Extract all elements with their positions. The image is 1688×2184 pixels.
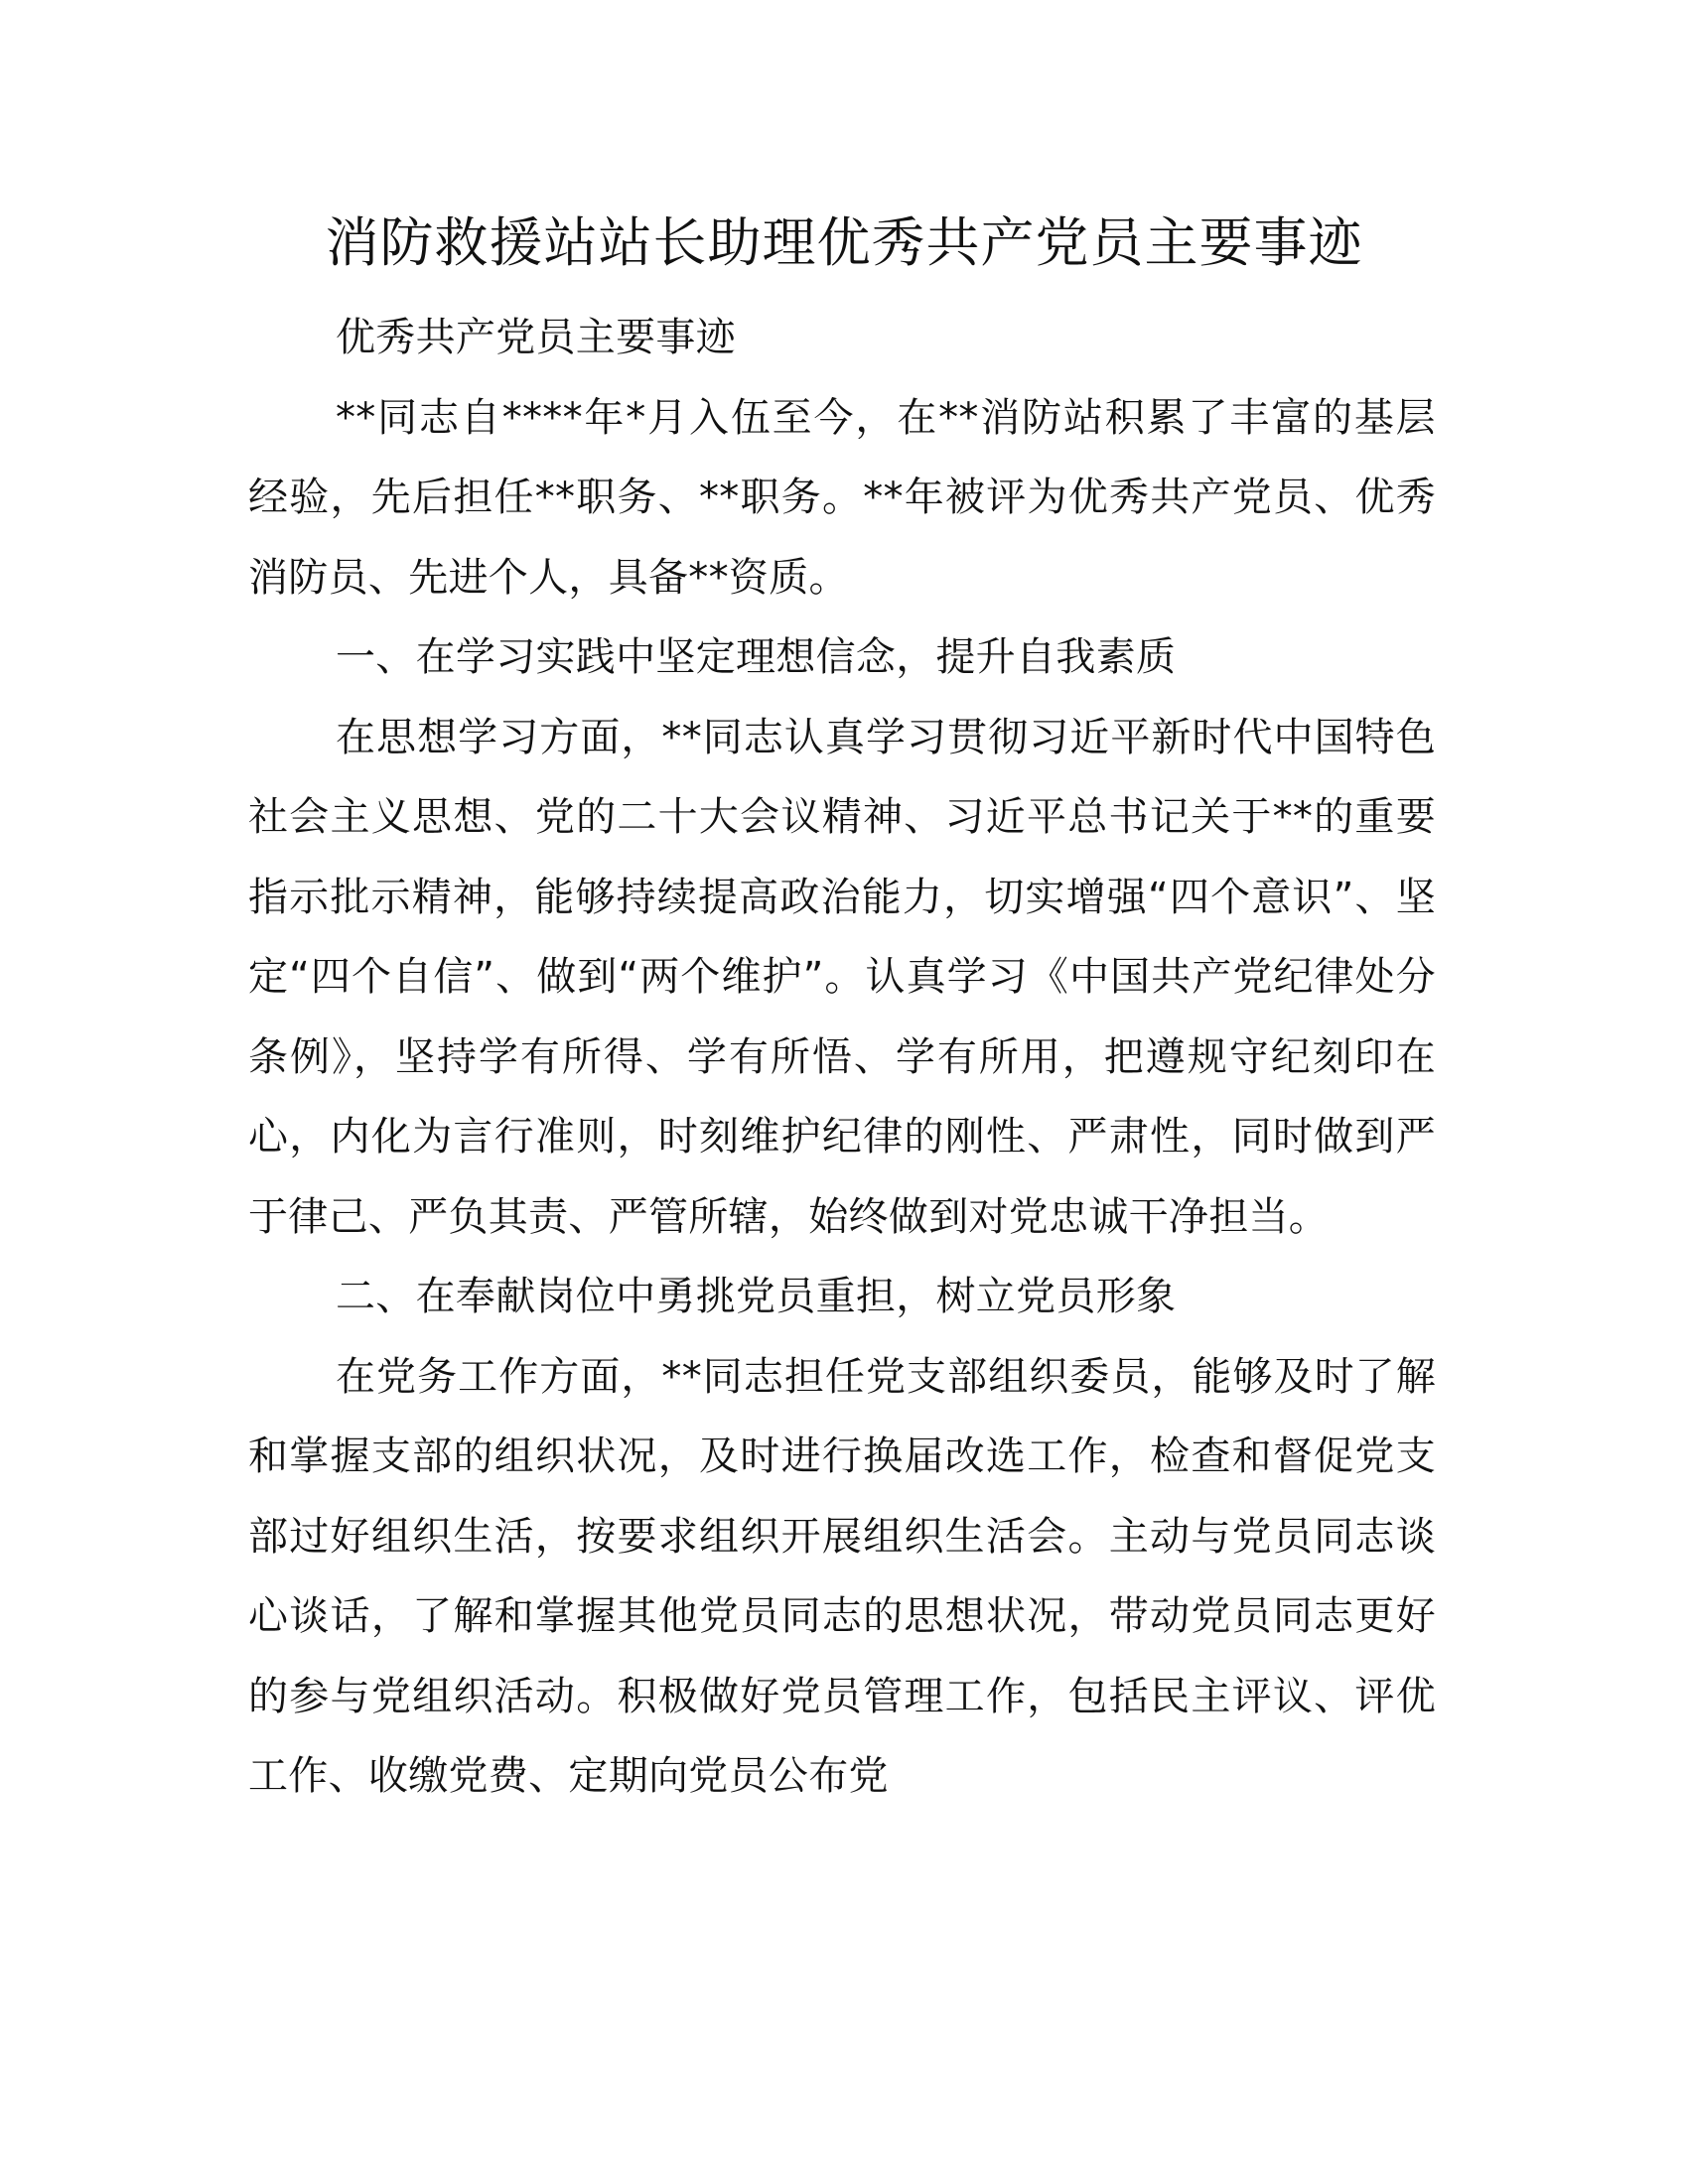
document-body	[248, 298, 1436, 1817]
section-heading-1: 一、在学习实践中坚定理想信念，提升自我素质	[336, 634, 1177, 680]
section-heading-2: 二、在奉献岗位中勇挑党员重担，树立党员形象	[336, 1274, 1177, 1319]
section-1-paragraph: 在思想学习方面，**同志认真学习贯彻习近平新时代中国特色社会主义思想、党的二十大会议精神、习近平总书记关于**的重要指示批示精神，能够持续提高政治能力，切实增强“四个意识”、坚定“四个自信”、做到“两个维护”。认真学习《中国共产党纪律处分条例》，坚持学有所得、学有所悟、学有所用，把遵规守纪刻印在心，内化为言行准则，时刻维护纪律的刚性、严肃性，同时做到严于律己、严负其责、严管所辖，始终做到对党忠诚干净担当。	[248, 714, 1436, 1240]
intro-paragraph: **同志自****年*月入伍至今，在**消防站积累了丰富的基层经验，先后担任**职务、**职务。**年被评为优秀共产党员、优秀消防员、先进个人，具备**资质。	[248, 394, 1436, 601]
document-title: 消防救援站站长助理优秀共产党员主要事迹	[325, 211, 1363, 274]
section-2-paragraph: 在党务工作方面，**同志担任党支部组织委员，能够及时了解和掌握支部的组织状况，及时进行换届改选工作，检查和督促党支部过好组织生活，按要求组织开展组织生活会。主动与党员同志谈心谈话，了解和掌握其他党员同志的思想状况，带动党员同志更好的参与党组织活动。积极做好党员管理工作，包括民主评议、评优工作、收缴党费、定期向党员公布党	[248, 1353, 1436, 1799]
subtitle-paragraph: 优秀共产党员主要事迹	[336, 315, 736, 360]
